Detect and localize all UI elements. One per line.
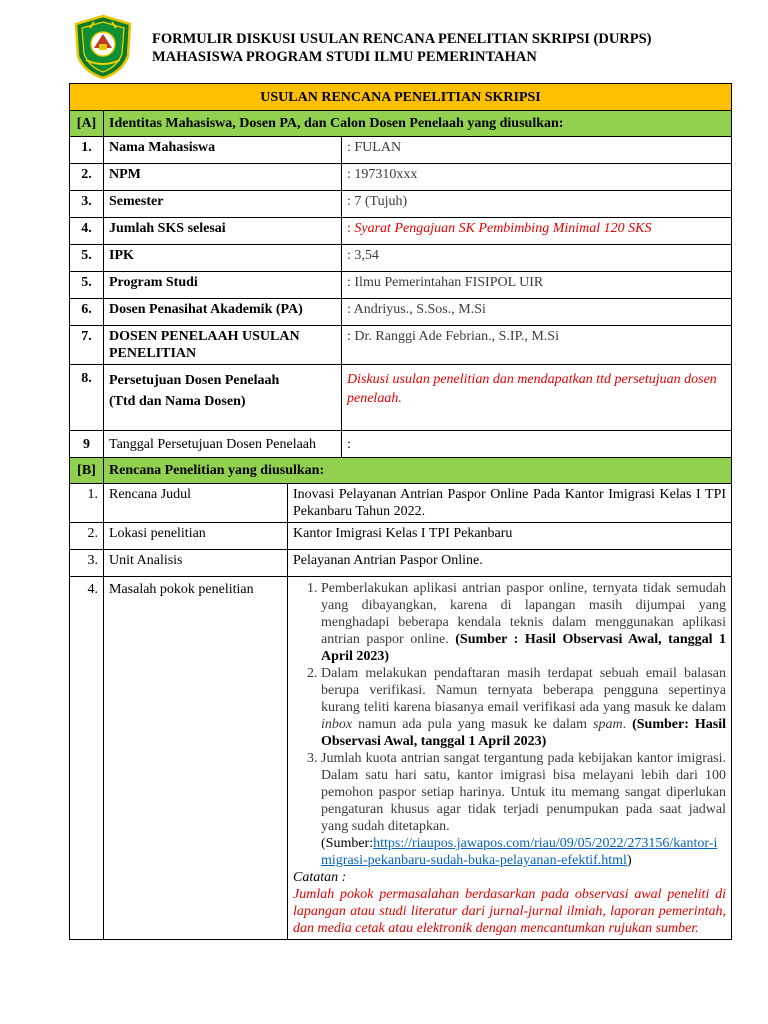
row-value: : Ilmu Pemerintahan FISIPOL UIR — [342, 272, 732, 299]
row-value: : 3,54 — [342, 245, 732, 272]
table-row — [70, 137, 732, 164]
row-value: : 7 (Tujuh) — [342, 191, 732, 218]
table-row — [70, 245, 732, 272]
row-number: 9 — [70, 431, 104, 458]
section-a-code: [A] — [70, 111, 104, 137]
row-label: Lokasi penelitian — [104, 523, 288, 550]
row-number: 4. — [70, 218, 104, 245]
table-row — [70, 326, 732, 365]
section-b-title: Rencana Penelitian yang diusulkan: — [104, 458, 732, 484]
table-row — [70, 431, 732, 458]
row-number: 8. — [70, 365, 104, 431]
row-number: 5. — [70, 272, 104, 299]
row-value: : Dr. Ranggi Ade Febrian., S.IP., M.Si — [342, 326, 732, 365]
row-number: 6. — [70, 299, 104, 326]
row-value: : Andriyus., S.Sos., M.Si — [342, 299, 732, 326]
row-value: : — [342, 431, 732, 458]
section-b-code: [B] — [70, 458, 104, 484]
row-label: Nama Mahasiswa — [104, 137, 342, 164]
form-table-container — [69, 83, 731, 940]
section-a-title: Identitas Mahasiswa, Dosen PA, dan Calon Dosen Penelaah yang diusulkan: — [104, 111, 732, 137]
row-label: Masalah pokok penelitian — [104, 577, 288, 940]
row-label: Unit Analisis — [104, 550, 288, 577]
table-row — [70, 272, 732, 299]
university-logo — [72, 14, 134, 80]
source-citation: (Sumber: Hasil Observasi Awal, tanggal 1 April 2023) — [321, 717, 727, 749]
source-link[interactable]: https://riaupos.jawapos.com/riau/09/05/2022/273156/kantor-imigrasi-pekanbaru-sudah-buka-pelayanan-efektif.html — [321, 836, 718, 868]
row-value: : FULAN — [342, 137, 732, 164]
row-value: Kantor Imigrasi Kelas I TPI Pekanbaru — [288, 523, 732, 550]
table-row — [70, 299, 732, 326]
row-label: IPK — [104, 245, 342, 272]
header-subtitle: MAHASISWA PROGRAM STUDI ILMU PEMERINTAHAN — [152, 49, 537, 65]
row-number: 2. — [70, 164, 104, 191]
list-item: 2. Dalam melakukan pendaftaran masih terdapat sebuah email balasan berupa verifikasi. Namun ternyata beberapa pengguna sepertinya kurang teliti karena biasanya email verifikasi ada yang masuk ke dalam inbox namun ada pula yang masuk ke dalam spam. (Sumber: Hasil Observasi Awal, tanggal 1 April 2023) — [321, 665, 726, 750]
form-table — [69, 83, 732, 940]
row-value: Pelayanan Antrian Paspor Online. — [288, 550, 732, 577]
table-title: USULAN RENCANA PENELITIAN SKRIPSI — [70, 84, 732, 111]
row-value: Inovasi Pelayanan Antrian Paspor Online Pada Kantor Imigrasi Kelas I TPI Pekanbaru Tahun 2022. — [288, 484, 732, 523]
row-number: 3. — [70, 191, 104, 218]
row-number: 4. — [70, 577, 104, 940]
problems-cell — [288, 577, 732, 940]
approval-sublabel: (Ttd dan Nama Dosen) — [109, 394, 246, 409]
row-label: Rencana Judul — [104, 484, 288, 523]
list-item: 3. Jumlah kuota antrian sangat tergantung pada kebijakan kantor imigrasi. Dalam satu hari satu, kantor imigrasi bisa melayani lebih dari 100 pemohon paspor setiap harinya. Untuk itu memang sangat diperlukan pengaturan khusus agar tidak terjadi penumpukan pada saat jadwal yang sudah ditetapkan. (Sumber:https://riaupos.jawapos.com/riau/09/05/2022/273156/kantor-imigrasi-pekanbaru-sudah-buka-pelayanan-efektif.html) — [321, 750, 726, 869]
table-row — [70, 218, 732, 245]
row-label: Program Studi — [104, 272, 342, 299]
table-row — [70, 550, 732, 577]
row-number: 5. — [70, 245, 104, 272]
table-row — [70, 523, 732, 550]
sks-requirement: Syarat Pengajuan SK Pembimbing Minimal 120 SKS — [354, 221, 652, 236]
row-label: DOSEN PENELAAH USULAN PENELITIAN — [104, 326, 342, 365]
list-item: 1. Pemberlakukan aplikasi antrian paspor online, ternyata tidak semudah yang dibayangkan, karena di lapangan masih dijumpai yang menghadapi beberapa kendala teknis dalam menggunakan aplikasi antrian paspor online. (Sumber : Hasil Observasi Awal, tanggal 1 April 2023) — [321, 580, 726, 665]
row-value — [342, 218, 732, 245]
table-row — [70, 577, 732, 940]
row-number: 1. — [70, 137, 104, 164]
row-number: 2. — [70, 523, 104, 550]
note-text: Jumlah pokok permasalahan berdasarkan pada observasi awal peneliti di lapangan atau studi literatur dari jurnal-jurnal ilmiah, laporan pemerintah, dan media cetak atau elektronik dengan mencantumkan rujukan sumber. — [293, 887, 727, 936]
row-label: NPM — [104, 164, 342, 191]
row-number: 1. — [70, 484, 104, 523]
form-header — [152, 30, 652, 66]
source-citation: (Sumber : Hasil Observasi Awal, tanggal 1 April 2023) — [321, 632, 727, 664]
row-label: Semester — [104, 191, 342, 218]
row-label — [104, 365, 342, 431]
table-row — [70, 484, 732, 523]
row-label: Dosen Penasihat Akademik (PA) — [104, 299, 342, 326]
approval-label: Persetujuan Dosen Penelaah — [109, 373, 280, 388]
row-label: Tanggal Persetujuan Dosen Penelaah — [104, 431, 342, 458]
row-number: 3. — [70, 550, 104, 577]
value-prefix: : — [347, 221, 355, 236]
table-row — [70, 164, 732, 191]
note-label: Catatan : — [293, 870, 347, 885]
problems-list — [293, 580, 726, 869]
row-label: Jumlah SKS selesai — [104, 218, 342, 245]
row-number: 7. — [70, 326, 104, 365]
table-row — [70, 365, 732, 431]
header-title: FORMULIR DISKUSI USULAN RENCANA PENELITIAN SKRIPSI (DURPS) — [152, 31, 652, 47]
row-value: : 197310xxx — [342, 164, 732, 191]
approval-note: Diskusi usulan penelitian dan mendapatkan ttd persetujuan dosen penelaah. — [342, 365, 732, 431]
table-row — [70, 191, 732, 218]
